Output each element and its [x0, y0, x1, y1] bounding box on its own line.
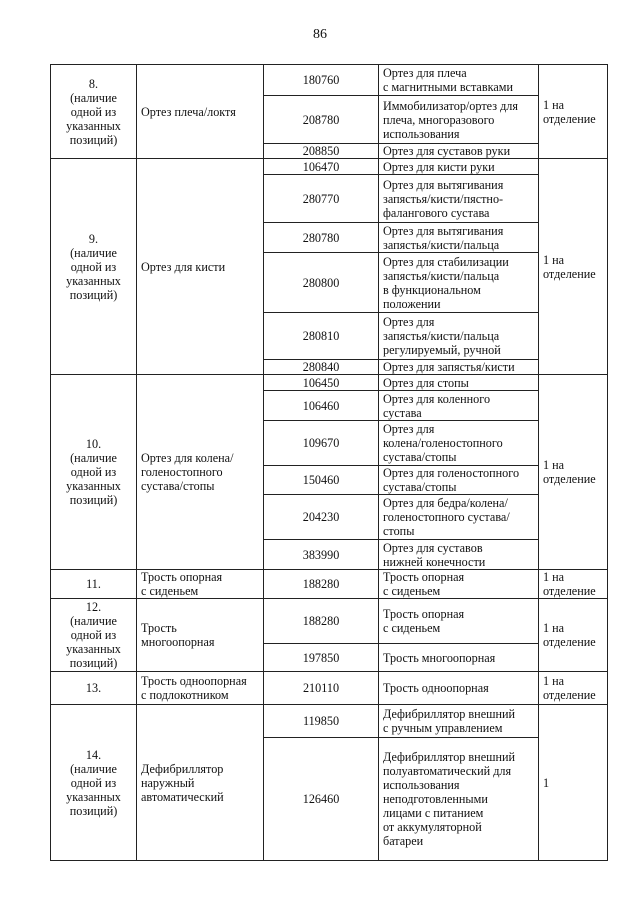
- code-cell: 204230: [264, 495, 379, 540]
- group-number-cell: 13.: [51, 672, 137, 705]
- code-cell: 210110: [264, 672, 379, 705]
- code-cell: 208780: [264, 96, 379, 144]
- category-cell: Трость опорная с сиденьем: [137, 570, 264, 599]
- page-number: 86: [313, 27, 327, 42]
- quantity-cell: 1 на отделение: [539, 672, 608, 705]
- code-cell: 280810: [264, 313, 379, 360]
- item-name-cell: Ортез для суставов нижней конечности: [379, 540, 539, 570]
- code-cell: 150460: [264, 466, 379, 495]
- item-name-cell: Ортез для бедра/колена/ голеностопного сустава/ стопы: [379, 495, 539, 540]
- table-row: [51, 599, 608, 644]
- table-row: [51, 672, 608, 705]
- item-name-cell: Ортез для кисти руки: [379, 159, 539, 175]
- quantity-cell: 1 на отделение: [539, 570, 608, 599]
- item-name-cell: Ортез для запястья/кисти: [379, 360, 539, 375]
- category-cell: Трость многоопорная: [137, 599, 264, 672]
- item-name-cell: Ортез для голеностопного сустава/стопы: [379, 466, 539, 495]
- code-cell: 280800: [264, 253, 379, 313]
- quantity-cell: 1 на отделение: [539, 65, 608, 159]
- category-cell: Ортез для кисти: [137, 159, 264, 375]
- item-name-cell: Трость опорная с сиденьем: [379, 599, 539, 644]
- quantity-cell: 1 на отделение: [539, 375, 608, 570]
- code-cell: 180760: [264, 65, 379, 96]
- item-name-cell: Ортез для коленного сустава: [379, 391, 539, 421]
- code-cell: 106460: [264, 391, 379, 421]
- quantity-cell: 1 на отделение: [539, 159, 608, 375]
- table-row: [51, 570, 608, 599]
- category-cell: Ортез для колена/ голеностопного сустава/стопы: [137, 375, 264, 570]
- quantity-cell: 1: [539, 705, 608, 861]
- code-cell: 208850: [264, 144, 379, 159]
- group-number-cell: 10. (наличие одной из указанных позиций): [51, 375, 137, 570]
- item-name-cell: Ортез для вытягивания запястья/кисти/пястно- фалангового сустава: [379, 175, 539, 223]
- code-cell: 383990: [264, 540, 379, 570]
- category-cell: Трость одноопорная с подлокотником: [137, 672, 264, 705]
- category-cell: Ортез плеча/локтя: [137, 65, 264, 159]
- code-cell: 280770: [264, 175, 379, 223]
- code-cell: 280840: [264, 360, 379, 375]
- table-body: [51, 65, 608, 861]
- item-name-cell: Ортез для суставов руки: [379, 144, 539, 159]
- table-row: [51, 159, 608, 175]
- group-number-cell: 8. (наличие одной из указанных позиций): [51, 65, 137, 159]
- code-cell: 188280: [264, 570, 379, 599]
- code-cell: 280780: [264, 223, 379, 253]
- equipment-table: [50, 64, 608, 861]
- item-name-cell: Дефибриллятор внешний с ручным управлением: [379, 705, 539, 738]
- item-name-cell: Ортез для запястья/кисти/пальца регулируемый, ручной: [379, 313, 539, 360]
- group-number-cell: 9. (наличие одной из указанных позиций): [51, 159, 137, 375]
- item-name-cell: Трость опорная с сиденьем: [379, 570, 539, 599]
- item-name-cell: Ортез для вытягивания запястья/кисти/пальца: [379, 223, 539, 253]
- code-cell: 126460: [264, 738, 379, 861]
- item-name-cell: Трость многоопорная: [379, 644, 539, 672]
- item-name-cell: Ортез для стопы: [379, 375, 539, 391]
- table-row: [51, 65, 608, 96]
- table-row: [51, 375, 608, 391]
- group-number-cell: 12. (наличие одной из указанных позиций): [51, 599, 137, 672]
- item-name-cell: Ортез для колена/голеностопного сустава/стопы: [379, 421, 539, 466]
- code-cell: 109670: [264, 421, 379, 466]
- item-name-cell: Ортез для стабилизации запястья/кисти/пальца в функциональном положении: [379, 253, 539, 313]
- category-cell: Дефибриллятор наружный автоматический: [137, 705, 264, 861]
- code-cell: 106470: [264, 159, 379, 175]
- item-name-cell: Иммобилизатор/ортез для плеча, многоразового использования: [379, 96, 539, 144]
- group-number-cell: 11.: [51, 570, 137, 599]
- item-name-cell: Трость одноопорная: [379, 672, 539, 705]
- code-cell: 119850: [264, 705, 379, 738]
- code-cell: 197850: [264, 644, 379, 672]
- group-number-cell: 14. (наличие одной из указанных позиций): [51, 705, 137, 861]
- quantity-cell: 1 на отделение: [539, 599, 608, 672]
- code-cell: 188280: [264, 599, 379, 644]
- code-cell: 106450: [264, 375, 379, 391]
- item-name-cell: Ортез для плеча с магнитными вставками: [379, 65, 539, 96]
- item-name-cell: Дефибриллятор внешний полуавтоматический для использования неподготовленными лицами с питанием от аккумуляторной батареи: [379, 738, 539, 861]
- table-row: [51, 705, 608, 738]
